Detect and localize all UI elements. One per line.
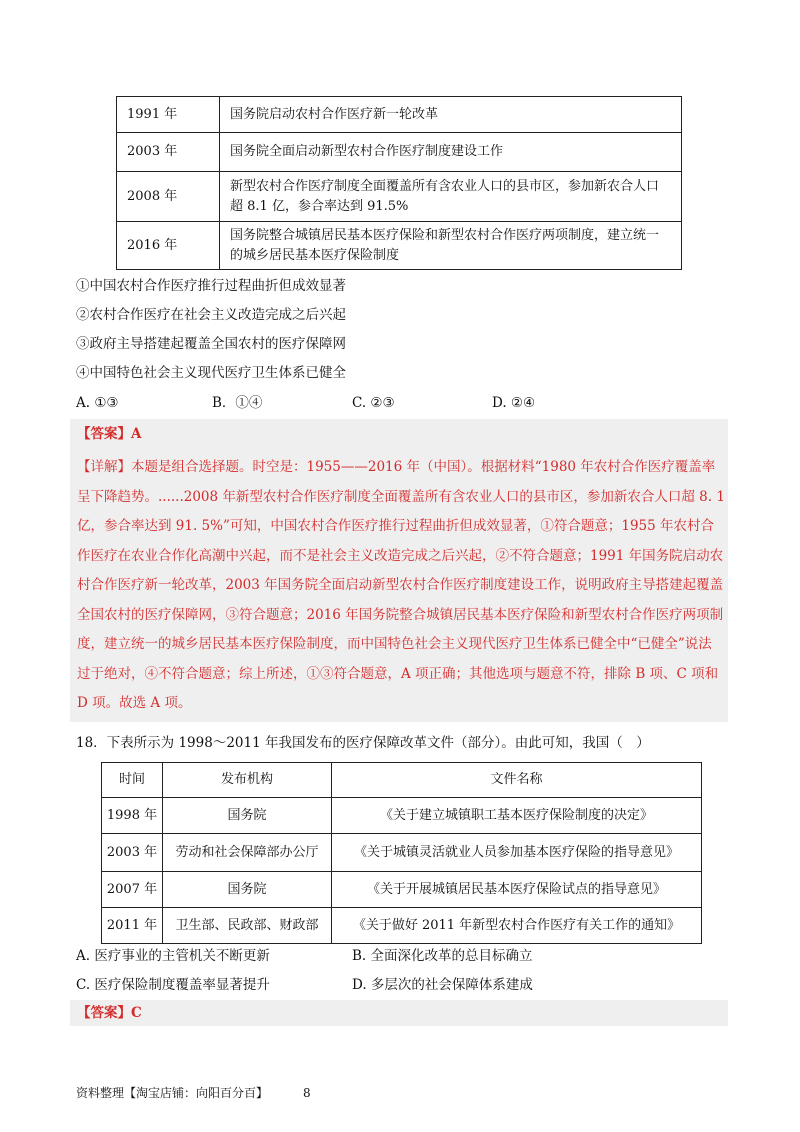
event-cell: 国务院整合城镇居民基本医疗保险和新型农村合作医疗两项制度，建立统一的城乡居民基本医疗保险制度 <box>220 222 682 270</box>
event-cell: 国务院启动农村合作医疗新一轮改革 <box>220 97 682 133</box>
q17-explanation: 【详解】本题是组合选择题。时空是：1955——2016 年（中国）。根据材料“1980 年农村合作医疗覆盖率呈下降趋势。......2008 年新型农村合作医疗制度全面覆盖所有含农业人口的县市区，参加新农合人口超 8. 1 亿，参合率达到 91. 5%”可知，中国农村合作医疗推行过程曲折但成效显著，①符合题意；1955 年农村合作医疗在农业合作化高潮中兴起，而不是社会主义改造完成之后兴起，②不符合题意；1991 年国务院启动农村合作医疗新一轮改革，2003 年国务院全面启动新型农村合作医疗制度建设工作，说明政府主导搭建起覆盖全国农村的医疗保障网，③符合题意；2016 年国务院整合城镇居民基本医疗保险和新型农村合作医疗两项制度，建立统一的城乡居民基本医疗保险制度，而中国特色社会主义现代医疗卫生体系已健全中“已健全”说法过于绝对，④不符合题意；综上所述，①③符合题意，A 项正确；其他选项与题意不符，排除 B 项、C 项和 D 项。故选 A 项。 <box>77 459 725 711</box>
q18-option-c: C. 医疗保险制度覆盖率显著提升 <box>76 977 270 993</box>
q18-option-d: D. 多层次的社会保障体系建成 <box>352 977 533 993</box>
time-cell: 2003 年 <box>102 834 163 872</box>
reform-timeline-table <box>116 96 682 270</box>
statement-2: ②农村合作医疗在社会主义改造完成之后兴起 <box>76 307 346 323</box>
q17-option-b: B．①④ <box>212 395 263 411</box>
header-agency: 发布机构 <box>163 763 332 798</box>
policy-documents-table <box>101 762 702 944</box>
event-cell: 国务院全面启动新型农村合作医疗制度建设工作 <box>220 133 682 172</box>
table-row <box>102 908 702 944</box>
agency-cell: 卫生部、民政部、财政部 <box>163 908 332 944</box>
agency-cell: 国务院 <box>163 798 332 834</box>
q18-answer-box <box>70 1000 728 1026</box>
statement-1: ①中国农村合作医疗推行过程曲折但成效显著 <box>76 278 346 294</box>
time-cell: 2007 年 <box>102 872 163 908</box>
time-cell: 2011 年 <box>102 908 163 944</box>
document-cell: 《关于开展城镇居民基本医疗保险试点的指导意见》 <box>332 872 702 908</box>
q18-option-b: B. 全面深化改革的总目标确立 <box>352 948 533 964</box>
q18-answer: 【答案】C <box>77 1005 142 1021</box>
table-header-row <box>102 763 702 798</box>
statement-3: ③政府主导搭建起覆盖全国农村的医疗保障网 <box>76 336 346 352</box>
q17-option-d: D. ②④ <box>492 395 536 411</box>
table-row <box>102 834 702 872</box>
document-cell: 《关于做好 2011 年新型农村合作医疗有关工作的通知》 <box>332 908 702 944</box>
header-document: 文件名称 <box>332 763 702 798</box>
page-number: 8 <box>303 1086 311 1100</box>
header-time: 时间 <box>102 763 163 798</box>
table-row <box>117 172 682 222</box>
footer-source: 资料整理【淘宝店铺：向阳百分百】 <box>76 1086 269 1100</box>
agency-cell: 国务院 <box>163 872 332 908</box>
table-row <box>117 222 682 270</box>
table-row <box>117 97 682 133</box>
statement-4: ④中国特色社会主义现代医疗卫生体系已健全 <box>76 365 346 381</box>
event-cell: 新型农村合作医疗制度全面覆盖所有含农业人口的县市区，参加新农合人口超 8.1 亿，参合率达到 91.5% <box>220 172 682 222</box>
year-cell: 2003 年 <box>117 133 220 172</box>
document-cell: 《关于城镇灵活就业人员参加基本医疗保险的指导意见》 <box>332 834 702 872</box>
year-cell: 2016 年 <box>117 222 220 270</box>
table-row <box>117 133 682 172</box>
agency-cell: 劳动和社会保障部办公厅 <box>163 834 332 872</box>
year-cell: 2008 年 <box>117 172 220 222</box>
document-cell: 《关于建立城镇职工基本医疗保险制度的决定》 <box>332 798 702 834</box>
table-row <box>102 798 702 834</box>
q18-stem: 18．下表所示为 1998～2011 年我国发布的医疗保障改革文件（部分）。由此可知，我国（ ） <box>76 735 650 751</box>
year-cell: 1991 年 <box>117 97 220 133</box>
q17-option-c: C. ②③ <box>352 395 395 411</box>
q17-answer: 【答案】A <box>77 426 142 442</box>
q18-option-a: A. 医疗事业的主管机关不断更新 <box>76 948 270 964</box>
table-row <box>102 872 702 908</box>
q17-option-a: A. ①③ <box>76 395 119 411</box>
time-cell: 1998 年 <box>102 798 163 834</box>
